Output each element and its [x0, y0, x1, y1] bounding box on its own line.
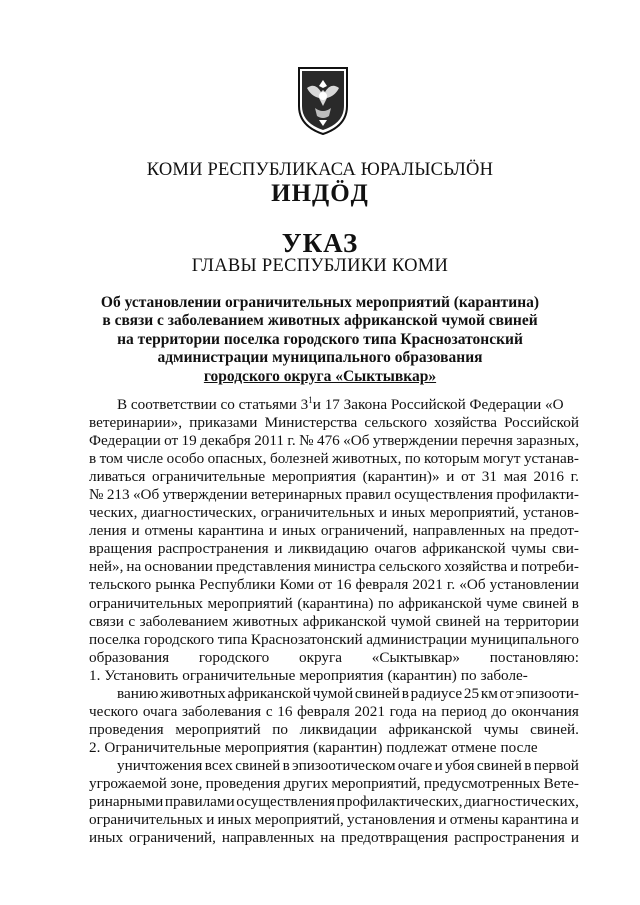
body-word: предот- — [529, 522, 579, 540]
body-word: по — [460, 666, 477, 684]
body-word: ливаться — [89, 468, 146, 486]
body-line — [89, 775, 579, 793]
body-word: г. — [287, 432, 296, 450]
body-word: в — [571, 594, 579, 612]
body-line — [89, 558, 579, 576]
body-word: сви- — [551, 540, 579, 558]
body-word: правилами — [164, 793, 235, 811]
body-word: очаге — [397, 756, 433, 774]
body-word: и — [434, 756, 443, 774]
body-word: после — [500, 738, 538, 756]
body-line — [89, 595, 579, 613]
body-word: ограничительных — [89, 594, 203, 612]
body-word: проведения — [89, 720, 164, 738]
document-type: УКАЗ — [281, 228, 359, 258]
body-word: от — [318, 576, 333, 594]
body-word: и — [268, 522, 278, 540]
body-word: ограничительных — [260, 504, 375, 522]
body-line — [89, 703, 579, 721]
body-word: первой — [533, 756, 579, 774]
body-word: потреби- — [521, 558, 579, 576]
body-word: свиней — [476, 756, 522, 774]
body-word: мероприятий, — [429, 504, 519, 522]
body-word: ветеринарных — [250, 486, 343, 504]
body-word: образования — [89, 648, 170, 666]
body-line — [89, 432, 579, 450]
body-word: утверждении — [372, 432, 458, 450]
body-word: устанав- — [523, 450, 579, 468]
body-word: «Сыктывкар» — [371, 648, 460, 666]
body-word: и — [206, 811, 215, 829]
body-word: направленных — [412, 522, 506, 540]
body-word: ней», — [89, 558, 124, 576]
body-word: чумы — [483, 720, 519, 738]
body-word: «Об — [343, 432, 370, 450]
body-word: ликвидации — [299, 720, 377, 738]
body-word: на — [421, 702, 437, 720]
issuer-line: КОМИ РЕСПУБЛИКАСА ЮРАЛЫСЬЛÖН — [146, 160, 494, 180]
body-word: 1. — [89, 666, 101, 684]
body-word: предусмотренных — [423, 774, 541, 792]
body-word: 16 — [336, 576, 352, 594]
body-word: заболевания — [182, 702, 262, 720]
body-word: и — [131, 522, 140, 540]
body-word: животных — [232, 612, 299, 630]
body-word: Ограничительные — [104, 738, 221, 756]
body-line — [89, 486, 579, 504]
body-line — [89, 685, 579, 703]
body-word: мероприятий — [207, 594, 293, 612]
body-word: в — [524, 756, 532, 774]
body-word: особо — [166, 450, 205, 468]
body-word: «Об — [459, 576, 486, 594]
body-word: поселка — [89, 630, 141, 648]
body-word: том — [99, 450, 123, 468]
body-word: убоя — [445, 756, 475, 774]
body-word: африканской — [302, 612, 387, 630]
body-word: № — [89, 486, 104, 504]
body-word: рынка — [155, 576, 196, 594]
body-word: чуме — [486, 594, 518, 612]
body-word: предотвращения — [341, 829, 449, 847]
body-word: муниципального — [470, 630, 579, 648]
body-word: (карантин) — [387, 666, 457, 684]
body-word: мероприятия — [224, 738, 310, 756]
body-word: ограничительных — [89, 811, 203, 829]
subject-line: Об установлении ограничительных мероприятий (карантина) — [100, 294, 540, 311]
body-word: ограничительные — [182, 666, 296, 684]
body-word: профилакти- — [496, 486, 579, 504]
body-line — [89, 757, 579, 775]
body-line — [89, 540, 579, 558]
body-word: мероприятий, — [331, 774, 421, 792]
body-line — [89, 468, 579, 486]
body-word: до — [491, 702, 507, 720]
body-word: городского — [143, 630, 215, 648]
body-word: уничтожения — [117, 756, 203, 774]
body-word: осуществления — [394, 486, 494, 504]
body-word: февраля — [297, 702, 350, 720]
body-word: ринарными — [89, 793, 164, 811]
body-line — [89, 450, 579, 468]
document-subject — [0, 294, 640, 386]
body-word: 2. — [89, 738, 101, 756]
body-word: всех — [204, 756, 233, 774]
document-authority: ГЛАВЫ РЕСПУБЛИКИ КОМИ — [191, 256, 449, 276]
body-word: африканской — [227, 684, 311, 702]
body-word: африканской — [388, 720, 472, 738]
body-word: с — [128, 612, 136, 630]
body-word: и — [570, 829, 579, 847]
body-word: мероприятия — [299, 666, 384, 684]
body-line — [89, 396, 579, 414]
body-word: приказами — [189, 414, 258, 432]
body-line — [89, 504, 579, 522]
body-word: постановляю: — [489, 648, 579, 666]
document-body — [89, 396, 579, 865]
body-word: проведения — [205, 774, 281, 792]
body-word: ления — [89, 522, 127, 540]
body-word: министра — [313, 558, 376, 576]
body-line — [89, 811, 579, 829]
body-word: болезней — [269, 450, 329, 468]
body-word: африканской — [422, 540, 506, 558]
body-word: и — [446, 468, 455, 486]
body-word: на — [485, 612, 500, 630]
body-word: Российской — [504, 414, 579, 432]
body-word: числе — [126, 450, 164, 468]
subject-line: в связи с заболеванием животных африканской чумой свиней — [102, 312, 538, 330]
body-word: тельского — [89, 576, 152, 594]
body-word: от — [164, 432, 179, 450]
body-word: распространения — [454, 829, 565, 847]
body-line — [89, 522, 579, 540]
body-word: которым — [424, 450, 480, 468]
body-word: мая — [503, 468, 527, 486]
body-word: иных — [217, 811, 252, 829]
body-word: направленных — [221, 829, 315, 847]
body-word: Установить — [104, 666, 179, 684]
body-word: заразных, — [516, 432, 579, 450]
body-word: (карантин) — [313, 738, 383, 756]
body-word: могут — [482, 450, 521, 468]
body-word: опасных, — [207, 450, 267, 468]
body-word: животных — [160, 684, 226, 702]
body-word: представления — [215, 558, 311, 576]
body-word: Коми — [279, 576, 315, 594]
body-word: отмене — [451, 738, 497, 756]
body-word: ческих, — [89, 504, 138, 522]
body-word: Краснозатонский — [250, 630, 363, 648]
body-word: 2016 — [533, 468, 564, 486]
body-word: карантина — [198, 522, 265, 540]
body-word: установ- — [523, 504, 579, 522]
body-word: «Об — [132, 486, 160, 504]
body-word: Федерации — [89, 432, 161, 450]
body-word: отмены — [144, 522, 194, 540]
body-word: отмены — [449, 811, 499, 829]
issuer-title: ИНДÖД — [271, 180, 369, 207]
body-line — [89, 721, 579, 739]
body-word: городского — [198, 648, 270, 666]
body-line — [89, 649, 579, 667]
body-word: правил — [345, 486, 391, 504]
body-word: ветеринарии», — [89, 414, 183, 432]
subject-line: администрации муниципального образования — [157, 349, 483, 367]
body-word: хозяйства — [444, 558, 508, 576]
body-word: ческого — [89, 702, 139, 720]
body-word: свиней — [354, 684, 400, 702]
body-line — [89, 793, 579, 811]
body-word: км — [480, 684, 498, 702]
body-word: 31 — [481, 468, 497, 486]
body-word: 476 — [316, 432, 340, 450]
body-word: территории — [504, 612, 579, 630]
body-word: очагов — [374, 540, 417, 558]
body-word: и — [438, 811, 447, 829]
body-word: ограничений, — [320, 522, 408, 540]
body-word: ограничений, — [128, 829, 216, 847]
body-word: с — [265, 702, 273, 720]
body-word: установления — [347, 811, 436, 829]
body-word: вращения — [89, 540, 153, 558]
body-word: в — [282, 756, 290, 774]
body-word: период — [441, 702, 487, 720]
body-word: ванию — [117, 684, 159, 702]
body-word: на — [320, 829, 336, 847]
body-word: 213 — [106, 486, 130, 504]
subject-line: на территории поселка городского типа Краснозатонский — [117, 330, 523, 348]
body-word: 2021 — [354, 702, 385, 720]
body-word: и — [570, 811, 579, 829]
body-word: осуществления — [236, 793, 336, 811]
body-word: утверждении — [162, 486, 248, 504]
body-word: на — [510, 522, 525, 540]
body-word: № — [299, 432, 314, 450]
body-word: иных — [281, 522, 316, 540]
body-text: В соответствии со статьями $3^1и$ 17 Закона Российской Федерации «О — [117, 394, 564, 413]
body-word: угрожаемой — [89, 774, 167, 792]
body-word: и — [510, 558, 519, 576]
body-line — [89, 576, 579, 594]
body-word: ликвидацию — [288, 540, 369, 558]
body-word: распространения — [157, 540, 269, 558]
subject-line: городского округа «Сыктывкар» — [203, 367, 437, 385]
body-word: мероприятий — [175, 720, 261, 738]
body-word: 19 — [181, 432, 197, 450]
body-word: радиусе — [410, 684, 463, 702]
body-word: свиней — [435, 612, 481, 630]
body-word: ограничительные — [152, 468, 266, 486]
body-word: по — [272, 720, 288, 738]
body-word: от — [499, 684, 514, 702]
body-word: животных, — [332, 450, 402, 468]
body-word: иных — [89, 829, 124, 847]
body-line — [89, 667, 579, 685]
body-word: г. — [446, 576, 456, 594]
body-word: 2021 — [412, 576, 443, 594]
body-word: в — [89, 450, 97, 468]
body-word: перечня — [461, 432, 513, 450]
body-word: подлежат — [386, 738, 448, 756]
body-word: свиней — [522, 594, 568, 612]
body-word: декабря — [200, 432, 251, 450]
body-word: Республики — [199, 576, 276, 594]
body-word: (карантин)» — [362, 468, 440, 486]
body-line — [89, 829, 579, 847]
body-word: других — [283, 774, 329, 792]
body-word: типа — [217, 630, 248, 648]
body-word: мероприятий, — [254, 811, 344, 829]
body-word: чумы — [511, 540, 547, 558]
body-word: сельского — [364, 414, 427, 432]
body-word: 2011 — [254, 432, 284, 450]
body-word: очага — [142, 702, 178, 720]
body-line — [89, 739, 579, 757]
body-line — [89, 847, 579, 865]
body-word: 16 — [277, 702, 293, 720]
body-word: по — [378, 594, 394, 612]
body-word: связи — [89, 612, 124, 630]
body-word: установлении — [489, 576, 579, 594]
body-word: заболеванием — [139, 612, 229, 630]
body-word: Министерства — [264, 414, 358, 432]
body-word: чумой — [312, 684, 354, 702]
body-word: по — [404, 450, 421, 468]
body-word: эпизоотическом — [292, 756, 396, 774]
body-word: заболе- — [480, 666, 528, 684]
body-line — [89, 631, 579, 649]
body-line — [89, 414, 579, 432]
body-word: февраля — [355, 576, 409, 594]
body-word: зоне, — [170, 774, 203, 792]
body-line — [89, 613, 579, 631]
body-word: окончания — [511, 702, 579, 720]
body-word: чумой — [390, 612, 431, 630]
body-word: эпизооти- — [515, 684, 579, 702]
body-word: года — [389, 702, 418, 720]
body-word: сельского — [378, 558, 442, 576]
body-word: диагностических, — [141, 504, 257, 522]
komi-coat-of-arms-icon — [297, 66, 349, 136]
body-word: в — [401, 684, 409, 702]
body-word: профилактических, — [336, 793, 463, 811]
body-word: г. — [570, 468, 579, 486]
body-word: Вете- — [543, 774, 579, 792]
body-word: основании — [144, 558, 213, 576]
body-word: иных — [391, 504, 426, 522]
body-word: африканской — [398, 594, 482, 612]
body-word: 25 — [463, 684, 480, 702]
body-word: администрации — [366, 630, 468, 648]
body-word: карантина — [501, 811, 568, 829]
body-word: свиней — [235, 756, 281, 774]
body-word: от — [461, 468, 476, 486]
body-word: хозяйства — [434, 414, 497, 432]
body-word: округа — [299, 648, 342, 666]
body-word: диагностических, — [464, 793, 579, 811]
body-word: и — [274, 540, 283, 558]
body-word: и — [379, 504, 388, 522]
body-word: свиней. — [530, 720, 579, 738]
body-word: мероприятия — [271, 468, 356, 486]
body-word: (карантина) — [297, 594, 374, 612]
body-word: на — [126, 558, 142, 576]
